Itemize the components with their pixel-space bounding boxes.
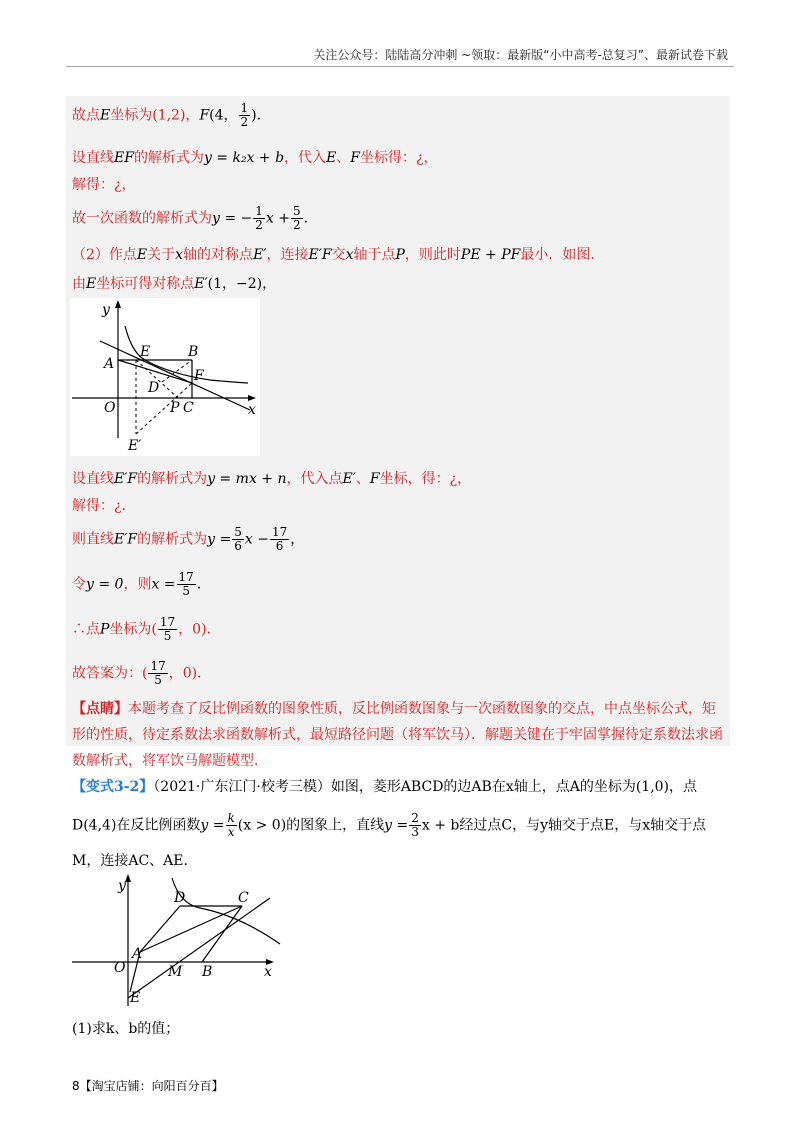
numerator: 5 xyxy=(234,525,242,539)
solution-line-3: 解得：¿， xyxy=(72,177,136,193)
denominator: 6 xyxy=(234,539,242,553)
math-var: E′F xyxy=(308,247,332,263)
solution-line-12 xyxy=(72,660,211,687)
math-var: x xyxy=(175,247,184,263)
text: 令 xyxy=(72,576,86,593)
numerator: 2 xyxy=(411,811,419,825)
text: 的解析式为 xyxy=(137,531,208,548)
text: 则直线 xyxy=(72,531,114,548)
denominator: 5 xyxy=(163,629,172,643)
label-B: B xyxy=(202,964,213,980)
text: 坐标得：¿， xyxy=(360,150,438,166)
variant-text: （2021·广东江门·校考三模）如图，菱形ABCD的边AB在x轴上，点A的坐标为(1,0)，点 xyxy=(153,779,698,795)
math-var: x xyxy=(345,247,354,263)
fraction xyxy=(158,616,177,643)
math-var: E′ xyxy=(342,471,356,487)
math-var: E xyxy=(86,276,97,292)
text: 轴于点 xyxy=(353,247,396,263)
text: ，则此时 xyxy=(404,247,461,263)
equation: y = xyxy=(200,817,225,834)
label-C: C xyxy=(183,400,194,416)
footer-text: 【淘宝店铺：向阳百分百】 xyxy=(79,1079,224,1093)
solution-line-4 xyxy=(72,205,318,232)
text: 最小．如图． xyxy=(520,247,605,263)
numerator: 17 xyxy=(271,525,288,539)
text: 设直线 xyxy=(72,471,114,487)
solution-line-9 xyxy=(72,526,304,553)
text: (x > 0)的图象上，直线 xyxy=(237,817,385,834)
text: ． xyxy=(196,576,211,593)
text: 故一次函数的解析式为 xyxy=(72,210,212,227)
page-footer xyxy=(72,1077,224,1094)
text: (1，−2)， xyxy=(207,276,277,292)
solution-line-11 xyxy=(72,616,221,643)
equation: x + xyxy=(265,210,290,227)
figure-1-svg xyxy=(70,298,260,456)
label-M: M xyxy=(168,964,183,980)
math-var: E′ xyxy=(194,276,208,292)
math-var: E xyxy=(136,247,148,263)
numerator: 17 xyxy=(159,615,176,629)
solution-line-7 xyxy=(72,468,471,488)
header-divider xyxy=(66,66,734,67)
text: D(4,4)在反比例函数 xyxy=(72,817,201,834)
equation: x = xyxy=(151,576,176,593)
text: ． xyxy=(303,210,318,227)
figure-2 xyxy=(70,872,285,1012)
label-D: D xyxy=(148,380,160,396)
label-A: A xyxy=(132,946,143,962)
y-arrow xyxy=(115,300,121,308)
text: ，0)． xyxy=(178,621,221,638)
figure-2-svg xyxy=(70,872,285,1012)
math-var: EF xyxy=(114,150,134,166)
fraction xyxy=(148,660,167,687)
numerator: 17 xyxy=(150,659,166,673)
label-P: P xyxy=(170,400,180,416)
denominator: 6 xyxy=(275,539,284,553)
hyperbola xyxy=(172,878,280,944)
equation: y = − xyxy=(212,210,253,227)
denominator: 5 xyxy=(182,584,190,598)
text: ，代入 xyxy=(284,150,327,166)
text: 轴的对称点 xyxy=(183,247,254,263)
text: 关于 xyxy=(147,247,176,263)
variant-paragraph-3: M，连接AC、AE． xyxy=(72,853,198,869)
numerator: 1 xyxy=(255,204,263,218)
text: 坐标为( xyxy=(109,621,157,638)
denominator: 5 xyxy=(154,673,162,687)
variant-paragraph-2 xyxy=(72,812,706,839)
page-number: 8 xyxy=(72,1079,80,1093)
label-x: x xyxy=(248,402,256,418)
text: 故点 xyxy=(72,107,100,124)
label-x: x xyxy=(264,964,272,980)
numerator: 1 xyxy=(240,101,249,115)
figure-1 xyxy=(70,298,260,456)
numerator: 5 xyxy=(293,204,301,218)
label-E: E xyxy=(130,990,141,1006)
solution-line-1 xyxy=(72,102,271,129)
text: (4， xyxy=(209,107,238,124)
math-var: P xyxy=(100,621,110,638)
equation: y = mx + n xyxy=(207,471,287,487)
denominator: 2 xyxy=(240,115,249,129)
numerator: 17 xyxy=(178,570,194,584)
text: 坐标可得对称点 xyxy=(96,276,195,292)
label-E: E xyxy=(140,344,151,360)
text: 、 xyxy=(336,150,351,166)
text: 的解析式为 xyxy=(133,150,204,166)
denominator: 2 xyxy=(293,218,301,232)
text: ，则 xyxy=(123,576,152,593)
fraction xyxy=(239,102,251,129)
text: 的解析式为 xyxy=(137,471,208,487)
solution-line-10 xyxy=(72,571,211,598)
fraction xyxy=(291,205,303,232)
numerator: k xyxy=(227,811,235,825)
text: 坐标为(1,2)， xyxy=(110,107,200,124)
label-D: D xyxy=(174,890,186,906)
math-var: F xyxy=(369,471,380,487)
denominator: x xyxy=(227,825,235,839)
math-var: E′F xyxy=(114,531,138,548)
equation: PE + PF xyxy=(460,247,521,263)
comment-body: 本题考查了反比例函数的图象性质，反比例函数图象与一次函数图象的交点，中点坐标公式，矩形的性质，待定系数法求函数解析式，最短路径问题（将军饮马）．解题关键在于牢固掌握待定系数法求函数解析式，将军饮马解题模型． xyxy=(72,701,723,769)
solution-line-8: 解得：¿． xyxy=(72,498,136,514)
math-var: E′F xyxy=(114,471,138,487)
label-y: y xyxy=(118,878,126,894)
text: （2）作点 xyxy=(72,247,137,263)
fraction xyxy=(253,205,265,232)
label-O: O xyxy=(104,400,116,416)
comment-paragraph xyxy=(72,696,727,774)
question-1: (1)求k、b的值； xyxy=(72,1021,180,1037)
denominator: 3 xyxy=(411,825,419,839)
solution-line-6 xyxy=(72,273,276,293)
text: ，代入点 xyxy=(286,471,343,487)
denominator: 2 xyxy=(255,218,263,232)
variant-tag: 【变式3-2】 xyxy=(72,779,154,795)
fraction xyxy=(226,812,237,839)
equation: y = 0 xyxy=(86,576,124,593)
text: ∴点 xyxy=(72,621,100,638)
comment-tag: 【点睛】 xyxy=(72,701,128,717)
equation: x − xyxy=(244,531,269,548)
text: 由 xyxy=(72,276,86,292)
fraction xyxy=(232,526,244,553)
text: ，0)． xyxy=(168,665,212,682)
variant-paragraph-1 xyxy=(72,774,727,800)
fraction xyxy=(270,526,289,553)
solution-line-5 xyxy=(72,244,604,264)
page-header: 关注公众号：陆陆高分冲刺 ~领取：最新版“小中高考-总复习”、最新试卷下载 xyxy=(313,48,728,62)
label-O: O xyxy=(114,960,126,976)
solution-line-2 xyxy=(72,147,438,167)
side-AD xyxy=(140,906,180,952)
text: ，连接 xyxy=(266,247,309,263)
math-var: P xyxy=(395,247,405,263)
math-var: E xyxy=(326,150,337,166)
text: 坐标，得：¿， xyxy=(379,471,472,487)
math-var: F xyxy=(350,150,361,166)
math-var: F xyxy=(199,107,210,124)
text: 、 xyxy=(355,471,370,487)
fraction xyxy=(409,812,421,839)
fraction xyxy=(177,571,196,598)
label-F: F xyxy=(194,368,204,384)
label-B: B xyxy=(188,344,199,360)
math-var: E′ xyxy=(253,247,267,263)
label-A: A xyxy=(104,356,115,372)
label-y: y xyxy=(102,302,110,318)
text: 故答案为：( xyxy=(72,665,148,682)
text: )． xyxy=(251,107,271,124)
label-C: C xyxy=(238,890,249,906)
equation: y = k₂x + b xyxy=(203,150,285,166)
equation: y = xyxy=(207,531,232,548)
text: 交 xyxy=(331,247,346,263)
equation: y = xyxy=(384,817,409,834)
text: 设直线 xyxy=(72,150,114,166)
text: ， xyxy=(290,531,305,548)
label-E-prime: E′ xyxy=(128,438,142,454)
text: x + b经过点C，与y轴交于点E，与x轴交于点 xyxy=(421,817,707,834)
x-arrow xyxy=(248,395,256,401)
math-var: E xyxy=(100,107,111,124)
